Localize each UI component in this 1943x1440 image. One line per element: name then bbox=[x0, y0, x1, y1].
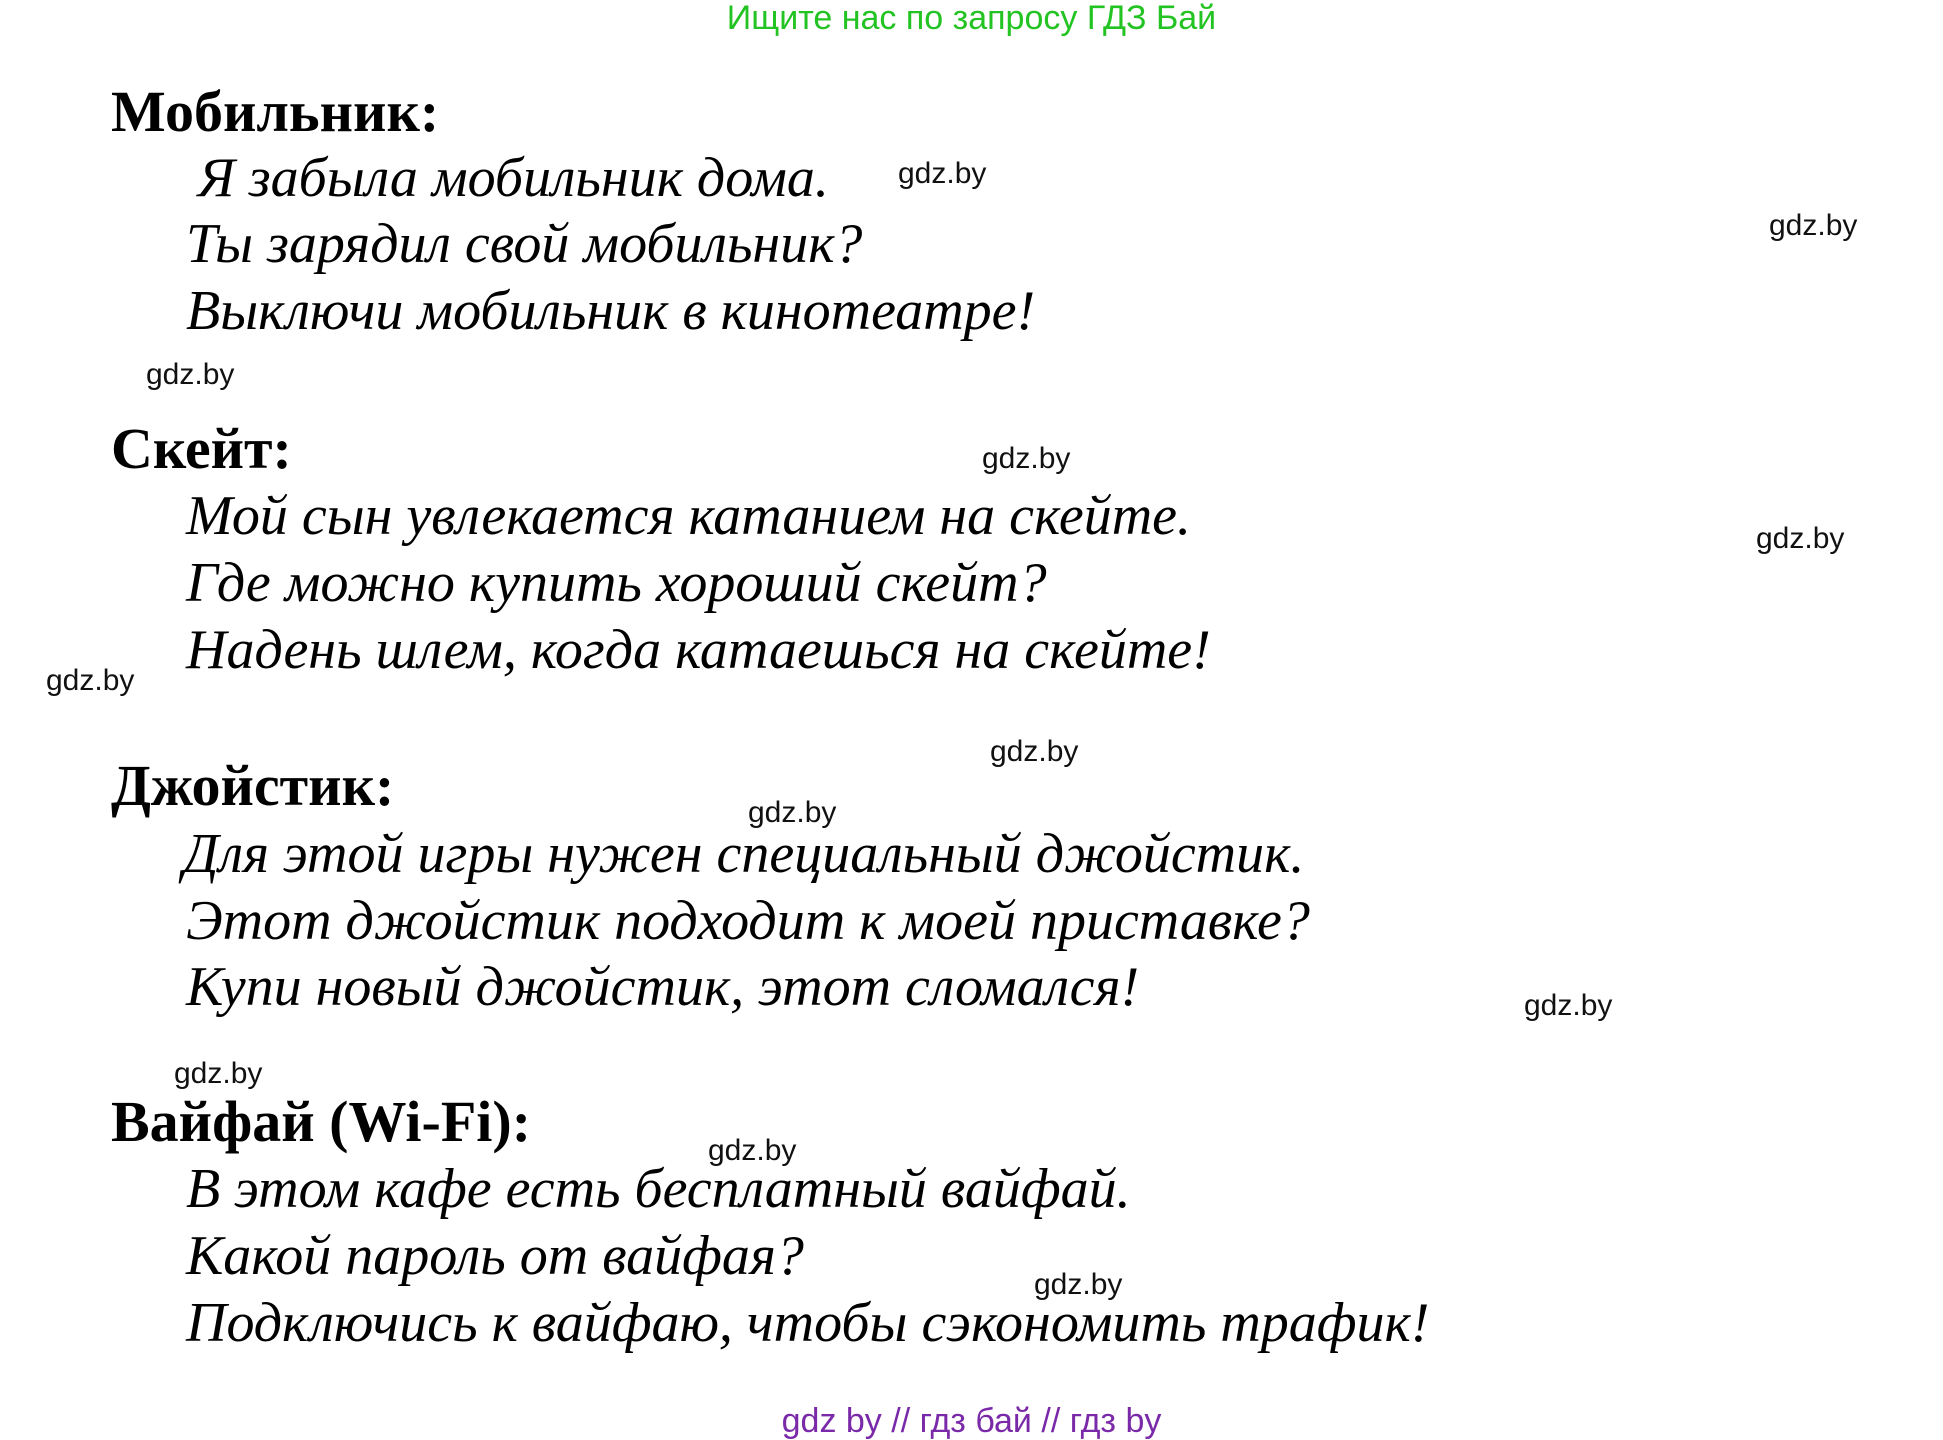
sentence-wifi-2: Какой пароль от вайфая? bbox=[186, 1225, 804, 1287]
watermark: gdz.by bbox=[1769, 209, 1858, 242]
watermark: gdz.by bbox=[898, 157, 987, 190]
section-heading-skate: Скейт: bbox=[111, 416, 292, 481]
sentence-skate-2: Где можно купить хороший скейт? bbox=[186, 552, 1047, 614]
section-heading-joystick: Джойстик: bbox=[111, 753, 395, 818]
sentence-mobile-2: Ты зарядил свой мобильник? bbox=[186, 213, 863, 275]
sentence-skate-1: Мой сын увлекается катанием на скейте. bbox=[186, 485, 1191, 547]
footer: gdz by // гдз бай // гдз by bbox=[781, 1402, 1162, 1440]
sentence-mobile-1: Я забыла мобильник дома. bbox=[198, 147, 829, 209]
watermark: gdz.by bbox=[982, 442, 1071, 475]
top-banner: Ищите нас по запросу ГДЗ Бай bbox=[726, 0, 1217, 37]
sentence-wifi-3: Подключись к вайфаю, чтобы сэкономить трафик! bbox=[186, 1292, 1430, 1354]
watermark: gdz.by bbox=[174, 1057, 263, 1090]
sentence-mobile-3: Выключи мобильник в кинотеатре! bbox=[186, 280, 1036, 342]
section-heading-mobile: Мобильник: bbox=[111, 79, 440, 144]
watermark: gdz.by bbox=[146, 358, 235, 391]
sentence-skate-3: Надень шлем, когда катаешься на скейте! bbox=[186, 619, 1211, 681]
watermark: gdz.by bbox=[708, 1134, 797, 1167]
watermark: gdz.by bbox=[990, 735, 1079, 768]
sentence-joystick-2: Этот джойстик подходит к моей приставке? bbox=[186, 890, 1310, 952]
watermark: gdz.by bbox=[748, 796, 837, 829]
sentence-joystick-1: Для этой игры нужен специальный джойстик. bbox=[183, 823, 1305, 885]
sentence-wifi-1: В этом кафе есть бесплатный вайфай. bbox=[186, 1158, 1131, 1220]
watermark: gdz.by bbox=[1034, 1268, 1123, 1301]
sentence-joystick-3: Купи новый джойстик, этот сломался! bbox=[186, 956, 1140, 1018]
watermark: gdz.by bbox=[1756, 522, 1845, 555]
section-heading-wifi: Вайфай (Wi-Fi): bbox=[111, 1089, 532, 1154]
watermark: gdz.by bbox=[46, 664, 135, 697]
watermark: gdz.by bbox=[1524, 989, 1613, 1022]
